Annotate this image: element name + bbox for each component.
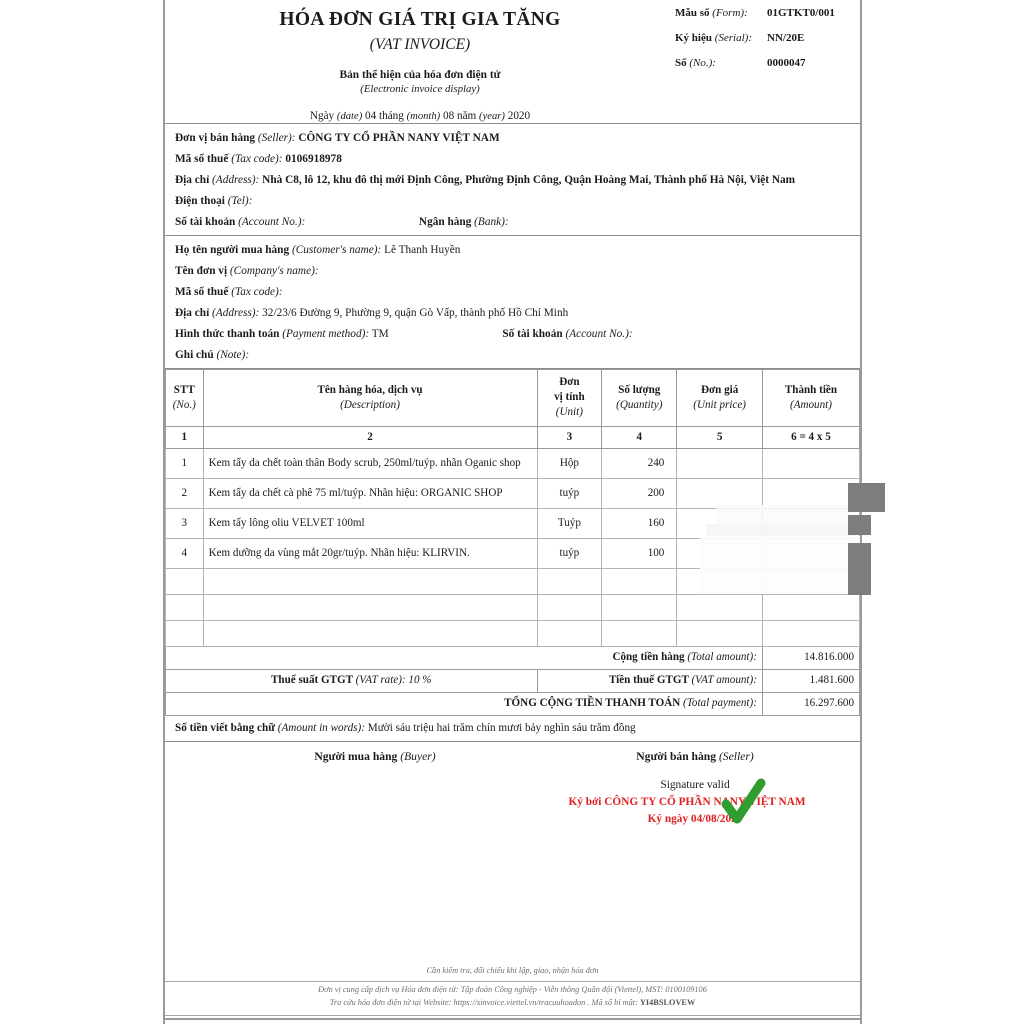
vat-row xyxy=(166,669,860,692)
meta-row-serial xyxy=(675,31,860,45)
items-table-head xyxy=(166,370,860,448)
subtotal-label: Cộng tiền hàng (Total amount): xyxy=(166,646,763,669)
row-quantity: 240 xyxy=(602,448,677,478)
row-unit: tuýp xyxy=(537,538,602,568)
row-amount xyxy=(762,478,859,508)
date-day: 04 xyxy=(365,110,377,123)
buyer-signature-block: Người mua hàng (Buyer) xyxy=(314,749,436,763)
date-month-en: (month) xyxy=(406,111,441,123)
signed-date-text: Ký ngày 04/08/2020 xyxy=(647,812,743,825)
title-block xyxy=(175,8,665,124)
row-description: Kem tẩy da chết cà phê 75 ml/tuýp. Nhãn hiệu: ORGANIC SHOP xyxy=(203,478,537,508)
date-year: 2020 xyxy=(507,110,531,123)
table-row xyxy=(166,478,860,508)
meta-row-form xyxy=(675,6,860,20)
footer-provider-block xyxy=(165,984,860,1010)
buyer-address-line: Địa chỉ (Address): 32/23/6 Đường 9, Phường 9, quận Gò Vấp, thành phố Hồ Chí Minh xyxy=(175,307,569,320)
vat-amount-value: 1.481.600 xyxy=(762,669,859,692)
seller-address-line: Địa chỉ (Address): Nhà C8, lô 12, khu đô thị mới Định Công, Phường Định Công, Quận Hoàng Mai, Thành phố Hà Nội, Việt Nam xyxy=(175,173,796,186)
colnum-6: 6 = 4 x 5 xyxy=(762,427,859,448)
page-surround-right xyxy=(862,0,1024,1024)
form-value: 01GTKT0/001 xyxy=(767,7,835,19)
date-year-vi: năm xyxy=(456,110,477,123)
vat-amount-label: Tiền thuế GTGT (VAT amount): xyxy=(537,669,762,692)
row-unit: Tuýp xyxy=(537,508,602,538)
row-unit: Hộp xyxy=(537,448,602,478)
th-unit: Đơn vị tính (Unit) xyxy=(537,370,602,427)
seller-signature-block: Người bán hàng (Seller) Signature valid Ký bởi CÔNG TY CỔ PHẦN NANY VIỆT NAM Ký ngày 04/08/2020 xyxy=(565,750,825,826)
row-unit: tuýp xyxy=(537,478,602,508)
buyer-name-value: Lê Thanh Huyền xyxy=(384,244,461,257)
row-description: Kem dưỡng da vùng mắt 20gr/tuýp. Nhãn hiệu: KLIRVIN. xyxy=(203,538,537,568)
date-month: 08 xyxy=(443,110,455,123)
number-value: 0000047 xyxy=(767,57,806,70)
seller-bank-line: Số tài khoản (Account No.): Ngân hàng (Bank): xyxy=(175,215,509,228)
buyer-taxcode-line: Mã số thuế (Tax code): xyxy=(175,286,283,299)
seller-block xyxy=(165,124,860,236)
row-stt: 2 xyxy=(166,478,204,508)
buyer-note-line: Ghi chú (Note): xyxy=(175,349,250,362)
footer-divider-top xyxy=(165,981,860,982)
table-row-empty xyxy=(166,594,860,620)
invoice-date-line xyxy=(175,109,665,124)
row-description: Kem tẩy lông oliu VELVET 100ml xyxy=(203,508,537,538)
row-stt: 1 xyxy=(166,448,204,478)
page-title: HÓA ĐƠN GIÁ TRỊ GIA TĂNG xyxy=(279,9,561,30)
grand-total-row xyxy=(166,692,860,715)
seller-taxcode-line: Mã số thuế (Tax code): 0106918978 xyxy=(175,152,342,165)
row-unit-price xyxy=(677,448,763,478)
th-amount: Thành tiền (Amount) xyxy=(762,370,859,427)
row-unit-price xyxy=(677,538,763,568)
table-row-empty xyxy=(166,620,860,646)
date-month-vi: tháng xyxy=(379,110,404,123)
seller-name-line: Đơn vị bán hàng (Seller): CÔNG TY CỔ PHẦN NANY VIỆT NAM xyxy=(175,132,500,144)
signed-by-text: Ký bởi CÔNG TY CỔ PHẦN NANY VIỆT NAM xyxy=(568,796,806,809)
th-description: Tên hàng hóa, dịch vụ (Description) xyxy=(203,370,537,427)
row-amount xyxy=(762,508,859,538)
colnum-2: 2 xyxy=(203,427,537,448)
grand-total-value: 16.297.600 xyxy=(762,692,859,715)
footer-provider-line: Đơn vị cung cấp dịch vụ Hóa đơn điện tử: Tập đoàn Công nghiệp - Viễn thông Quân đội (Viettel), MST: 0100109106 xyxy=(318,985,707,995)
row-quantity: 200 xyxy=(602,478,677,508)
serial-label: Ký hiệu (Serial): xyxy=(675,32,752,45)
display-note-en: (Electronic invoice display) xyxy=(360,83,480,96)
page-title-en: (VAT INVOICE) xyxy=(369,35,471,53)
buyer-company-line: Tên đơn vị (Company's name): xyxy=(175,265,319,278)
footer-check-note: Cần kiểm tra, đối chiếu khi lập, giao, nhận hóa đơn xyxy=(426,966,599,976)
row-stt: 4 xyxy=(166,538,204,568)
row-description: Kem tẩy da chết toàn thân Body scrub, 250ml/tuýp. nhãn Oganic shop xyxy=(203,448,537,478)
colnum-1: 1 xyxy=(166,427,204,448)
footer-divider-bottom xyxy=(165,1015,860,1016)
vat-rate-label: Thuế suất GTGT (VAT rate): 10 % xyxy=(166,669,538,692)
date-label-en: (date) xyxy=(336,111,363,123)
invoice-meta-block xyxy=(675,6,860,81)
row-quantity: 160 xyxy=(602,508,677,538)
row-unit-price xyxy=(677,508,763,538)
seller-tel-line: Điện thoại (Tel): xyxy=(175,194,253,207)
footer-divider-bottom-2 xyxy=(165,1018,860,1020)
column-number-row xyxy=(166,427,860,448)
row-unit-price xyxy=(677,478,763,508)
footer-secret-code: YI4BSLOVEW xyxy=(639,998,696,1008)
colnum-5: 5 xyxy=(677,427,763,448)
subtotal-row xyxy=(166,646,860,669)
invoice-items-table xyxy=(165,369,860,715)
th-stt: STT (No.) xyxy=(166,370,204,427)
seller-address-value: Nhà C8, lô 12, khu đô thị mới Định Công, Phường Định Công, Quận Hoàng Mai, Thành phố Hà Nội, Việt Nam xyxy=(262,173,796,186)
row-amount xyxy=(762,448,859,478)
row-stt: 3 xyxy=(166,508,204,538)
items-table-body xyxy=(166,448,860,715)
row-amount xyxy=(762,538,859,568)
invoice-sheet xyxy=(163,0,862,1024)
colnum-4: 4 xyxy=(602,427,677,448)
buyer-name-line: Họ tên người mua hàng (Customer's name): Lê Thanh Huyền xyxy=(175,244,461,257)
th-unit-price: Đơn giá (Unit price) xyxy=(677,370,763,427)
meta-row-number xyxy=(675,56,860,70)
signature-valid-text: Signature valid xyxy=(660,778,730,791)
buyer-address-value: 32/23/6 Đường 9, Phường 9, quận Gò Vấp, thành phố Hồ Chí Minh xyxy=(262,307,569,320)
vat-rate-value: 10 % xyxy=(408,674,432,687)
invoice-header xyxy=(165,0,860,124)
form-label: Mẫu số (Form): xyxy=(675,7,748,19)
buyer-payment-line: Hình thức thanh toán (Payment method): TM Số tài khoản (Account No.): xyxy=(175,328,633,341)
th-quantity: Số lượng (Quantity) xyxy=(602,370,677,427)
display-note-vi: Bản thể hiện của hóa đơn điện tử xyxy=(339,68,501,81)
grand-total-label: TỔNG CỘNG TIỀN THANH TOÁN (Total payment): xyxy=(166,692,763,715)
table-header-row xyxy=(166,370,860,427)
amount-in-words-value: Mười sáu triệu hai trăm chín mươi bảy nghìn sáu trăm đồng xyxy=(367,721,636,734)
signature-area xyxy=(165,742,860,964)
footer-lookup-line: Tra cứu hóa đơn điện tử tại Website: https://sinvoice.viettel.vn/tracuuhoadon . Mã số bí mật: YI4BSLOVEW xyxy=(329,998,696,1008)
colnum-3: 3 xyxy=(537,427,602,448)
serial-value: NN/20E xyxy=(767,32,805,45)
number-label: Số (No.): xyxy=(675,57,716,70)
table-row xyxy=(166,448,860,478)
date-prefix: Ngày xyxy=(309,110,335,123)
buyer-payment-value: TM xyxy=(371,328,389,341)
table-row xyxy=(166,538,860,568)
table-row xyxy=(166,508,860,538)
buyer-block xyxy=(165,236,860,369)
subtotal-value: 14.816.000 xyxy=(762,646,859,669)
seller-taxcode-value: 0106918978 xyxy=(285,152,342,165)
table-row-empty xyxy=(166,568,860,594)
page-surround-left xyxy=(0,0,163,1024)
date-year-en: (year) xyxy=(479,111,505,123)
amount-in-words: Số tiền viết bằng chữ (Amount in words): Mười sáu triệu hai trăm chín mươi bảy nghìn sáu trăm đồng xyxy=(165,716,860,742)
row-quantity: 100 xyxy=(602,538,677,568)
seller-name-value: CÔNG TY CỔ PHẦN NANY VIỆT NAM xyxy=(298,132,500,144)
